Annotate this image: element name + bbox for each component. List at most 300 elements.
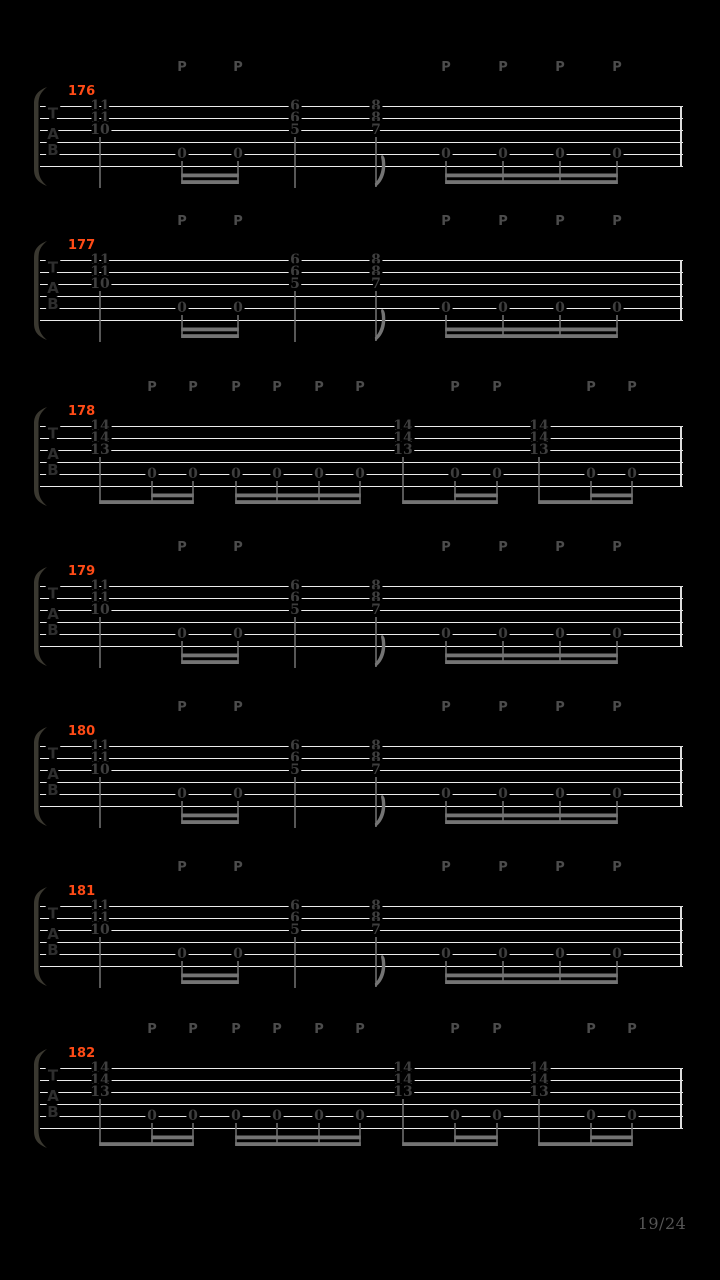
palm-mute-mark: P <box>233 540 243 555</box>
beam-bar <box>538 500 633 504</box>
fret-number: 0 <box>555 946 565 962</box>
note-stem <box>99 1099 101 1146</box>
staff-line <box>40 746 683 747</box>
palm-mute-mark: P <box>233 214 243 229</box>
beam-bar <box>402 500 498 504</box>
tab-clef-letter: A <box>47 125 59 143</box>
stave-measure-180 <box>34 700 683 828</box>
fret-number: 14 <box>393 430 413 446</box>
fret-number: 7 <box>371 762 381 778</box>
tab-clef-letter: T <box>47 104 59 123</box>
beam-bar <box>445 974 618 978</box>
note-stem <box>294 137 296 188</box>
fret-number: 0 <box>177 946 187 962</box>
palm-mute-mark: P <box>555 60 565 75</box>
end-barline <box>680 746 682 807</box>
staff-line <box>40 646 683 647</box>
system-bracket <box>34 407 47 506</box>
palm-mute-mark: P <box>441 60 451 75</box>
note-stem <box>294 617 296 668</box>
staff-line <box>40 918 683 919</box>
palm-mute-mark: P <box>233 60 243 75</box>
fret-number: 0 <box>586 1108 596 1124</box>
fret-number: 10 <box>90 276 110 292</box>
fret-number: 0 <box>441 626 451 642</box>
staff-line <box>40 598 683 599</box>
fret-number: 11 <box>90 98 110 114</box>
fret-number: 14 <box>529 1060 549 1076</box>
palm-mute-mark: P <box>586 380 596 395</box>
staff-line <box>40 438 683 439</box>
fret-number: 0 <box>627 1108 637 1124</box>
staff-line <box>40 320 683 321</box>
palm-mute-mark: P <box>612 214 622 229</box>
beam-bar <box>445 820 618 824</box>
palm-mute-mark: P <box>355 1022 365 1037</box>
palm-mute-mark: P <box>233 860 243 875</box>
beam-bar <box>235 1136 361 1140</box>
tab-clef-letter: B <box>47 295 59 313</box>
beam-bar <box>445 660 618 664</box>
palm-mute-mark: P <box>272 1022 282 1037</box>
palm-mute-mark: P <box>355 380 365 395</box>
beam-bar <box>181 980 239 984</box>
palm-mute-mark: P <box>314 380 324 395</box>
system-bracket <box>34 241 47 340</box>
fret-number: 13 <box>393 442 413 458</box>
beam-bar <box>181 174 239 178</box>
palm-mute-mark: P <box>555 540 565 555</box>
fret-number: 0 <box>188 1108 198 1124</box>
beam-bar <box>445 334 618 338</box>
note-stem <box>294 777 296 828</box>
tab-clef-letter: A <box>47 605 59 623</box>
staff-line <box>40 1128 683 1129</box>
staff-line <box>40 906 683 907</box>
beam-bar <box>181 180 239 184</box>
beam-bar <box>181 334 239 338</box>
tab-clef-letter: B <box>47 141 59 159</box>
staff-line <box>40 610 683 611</box>
tab-clef-letter: B <box>47 621 59 639</box>
fret-number: 0 <box>231 466 241 482</box>
fret-number: 13 <box>90 1084 110 1100</box>
palm-mute-mark: P <box>188 1022 198 1037</box>
note-stem <box>99 137 101 188</box>
palm-mute-mark: P <box>555 700 565 715</box>
staff-line <box>40 622 683 623</box>
fret-number: 0 <box>498 626 508 642</box>
staff-line <box>40 450 683 451</box>
staff-line <box>40 1068 683 1069</box>
fret-number: 0 <box>492 1108 502 1124</box>
fret-number: 0 <box>612 786 622 802</box>
staff-line <box>40 770 683 771</box>
tab-clef-letter: A <box>47 925 59 943</box>
tab-clef-letter: T <box>47 258 59 277</box>
fret-number: 5 <box>290 762 300 778</box>
beam-bar <box>181 820 239 824</box>
measure-number: 178 <box>68 404 96 419</box>
system-bracket <box>34 1049 47 1148</box>
palm-mute-mark: P <box>147 380 157 395</box>
fret-number: 0 <box>147 1108 157 1124</box>
palm-mute-mark: P <box>441 860 451 875</box>
note-stem <box>99 937 101 988</box>
fret-number: 14 <box>529 418 549 434</box>
palm-mute-mark: P <box>498 700 508 715</box>
end-barline <box>680 1068 682 1129</box>
fret-number: 10 <box>90 762 110 778</box>
stave-measure-182 <box>34 1022 683 1148</box>
page-indicator: 19/24 <box>637 1214 687 1233</box>
beam-bar <box>445 174 618 178</box>
fret-number: 6 <box>290 264 300 280</box>
end-barline <box>680 106 682 167</box>
beam-bar <box>99 1142 194 1146</box>
fret-number: 14 <box>529 430 549 446</box>
beam-bar <box>402 1142 498 1146</box>
palm-mute-mark: P <box>177 60 187 75</box>
palm-mute-mark: P <box>498 214 508 229</box>
palm-mute-mark: P <box>231 380 241 395</box>
fret-number: 8 <box>371 910 381 926</box>
beam-bar <box>454 1136 498 1140</box>
measure-number: 180 <box>68 724 96 739</box>
staff-line <box>40 942 683 943</box>
fret-number: 11 <box>90 750 110 766</box>
fret-number: 0 <box>498 786 508 802</box>
stave-measure-177 <box>34 214 683 342</box>
system-bracket <box>34 727 47 826</box>
measure-number: 182 <box>68 1046 96 1061</box>
palm-mute-mark: P <box>177 540 187 555</box>
fret-number: 5 <box>290 276 300 292</box>
palm-mute-mark: P <box>314 1022 324 1037</box>
system-bracket <box>34 567 47 666</box>
beam-bar <box>181 974 239 978</box>
fret-number: 0 <box>627 466 637 482</box>
fret-number: 0 <box>450 1108 460 1124</box>
measure-number: 179 <box>68 564 96 579</box>
beam-bar <box>538 1142 633 1146</box>
end-barline <box>680 906 682 967</box>
palm-mute-mark: P <box>627 380 637 395</box>
note-stem <box>375 937 377 987</box>
palm-mute-mark: P <box>450 1022 460 1037</box>
palm-mute-mark: P <box>627 1022 637 1037</box>
beam-bar <box>235 494 361 498</box>
beam-bar <box>590 494 633 498</box>
fret-number: 0 <box>492 466 502 482</box>
staff-line <box>40 758 683 759</box>
tab-clef-letter: T <box>47 424 59 443</box>
fret-number: 10 <box>90 602 110 618</box>
fret-number: 11 <box>90 578 110 594</box>
fret-number: 14 <box>393 1072 413 1088</box>
beam-bar <box>181 654 239 658</box>
stave-measure-181 <box>34 860 683 988</box>
staff-line <box>40 930 683 931</box>
stave-measure-176 <box>34 60 683 188</box>
staff-line <box>40 1080 683 1081</box>
staff-line <box>40 142 683 143</box>
fret-number: 11 <box>90 898 110 914</box>
fret-number: 0 <box>612 146 622 162</box>
tab-clef-letter: T <box>47 584 59 603</box>
fret-number: 8 <box>371 738 381 754</box>
staff-line <box>40 954 683 955</box>
fret-number: 7 <box>371 922 381 938</box>
palm-mute-mark: P <box>612 540 622 555</box>
tab-clef-letter: A <box>47 1087 59 1105</box>
fret-number: 8 <box>371 578 381 594</box>
fret-number: 14 <box>90 1072 110 1088</box>
note-stem <box>99 291 101 342</box>
fret-number: 0 <box>612 300 622 316</box>
fret-number: 0 <box>177 626 187 642</box>
fret-number: 0 <box>555 146 565 162</box>
fret-number: 0 <box>586 466 596 482</box>
staff-line <box>40 794 683 795</box>
palm-mute-mark: P <box>555 860 565 875</box>
note-stem <box>99 617 101 668</box>
staff-line <box>40 260 683 261</box>
system-bracket <box>34 87 47 186</box>
note-stem <box>402 457 404 504</box>
fret-number: 0 <box>147 466 157 482</box>
tab-clef-letter: B <box>47 781 59 799</box>
fret-number: 11 <box>90 738 110 754</box>
fret-number: 0 <box>272 1108 282 1124</box>
beam-bar <box>151 494 194 498</box>
fret-number: 7 <box>371 276 381 292</box>
tab-clef-letter: A <box>47 765 59 783</box>
fret-number: 8 <box>371 898 381 914</box>
fret-number: 8 <box>371 264 381 280</box>
fret-number: 13 <box>529 1084 549 1100</box>
palm-mute-mark: P <box>233 700 243 715</box>
fret-number: 6 <box>290 738 300 754</box>
fret-number: 5 <box>290 122 300 138</box>
fret-number: 7 <box>371 602 381 618</box>
fret-number: 14 <box>393 418 413 434</box>
note-stem <box>375 777 377 827</box>
fret-number: 0 <box>450 466 460 482</box>
fret-number: 11 <box>90 110 110 126</box>
staff-line <box>40 118 683 119</box>
fret-number: 5 <box>290 922 300 938</box>
tab-clef-letter: A <box>47 279 59 297</box>
palm-mute-mark: P <box>441 214 451 229</box>
tab-clef-letter: B <box>47 461 59 479</box>
note-stem <box>99 457 101 504</box>
fret-number: 6 <box>290 110 300 126</box>
tab-clef-letter: T <box>47 1066 59 1085</box>
staff-line <box>40 154 683 155</box>
fret-number: 0 <box>498 146 508 162</box>
end-barline <box>680 426 682 487</box>
fret-number: 0 <box>233 786 243 802</box>
fret-number: 13 <box>529 442 549 458</box>
fret-number: 0 <box>177 146 187 162</box>
fret-number: 0 <box>314 1108 324 1124</box>
fret-number: 0 <box>612 946 622 962</box>
fret-number: 13 <box>393 1084 413 1100</box>
tab-clef-letter: A <box>47 445 59 463</box>
staff-line <box>40 806 683 807</box>
fret-number: 8 <box>371 750 381 766</box>
palm-mute-mark: P <box>441 700 451 715</box>
beam-bar <box>235 1142 361 1146</box>
fret-number: 0 <box>233 300 243 316</box>
fret-number: 11 <box>90 910 110 926</box>
fret-number: 0 <box>272 466 282 482</box>
fret-number: 14 <box>90 430 110 446</box>
note-stem <box>375 291 377 341</box>
measure-number: 181 <box>68 884 96 899</box>
beam-bar <box>445 654 618 658</box>
fret-number: 8 <box>371 590 381 606</box>
fret-number: 0 <box>355 1108 365 1124</box>
fret-number: 0 <box>177 786 187 802</box>
note-stem <box>294 291 296 342</box>
staff-line <box>40 966 683 967</box>
fret-number: 0 <box>177 300 187 316</box>
fret-number: 14 <box>529 1072 549 1088</box>
staff-line <box>40 130 683 131</box>
staff-line <box>40 1104 683 1105</box>
staff-line <box>40 166 683 167</box>
beam-bar <box>445 814 618 818</box>
palm-mute-mark: P <box>555 214 565 229</box>
beam-bar <box>151 1136 194 1140</box>
fret-number: 0 <box>233 946 243 962</box>
note-stem <box>402 1099 404 1146</box>
end-barline <box>680 586 682 647</box>
beam-bar <box>445 180 618 184</box>
staff-line <box>40 462 683 463</box>
fret-number: 6 <box>290 910 300 926</box>
beam-bar <box>181 814 239 818</box>
fret-number: 5 <box>290 602 300 618</box>
fret-number: 0 <box>441 300 451 316</box>
palm-mute-mark: P <box>612 860 622 875</box>
fret-number: 8 <box>371 98 381 114</box>
fret-number: 8 <box>371 252 381 268</box>
system-bracket <box>34 887 47 986</box>
palm-mute-mark: P <box>177 860 187 875</box>
staff-line <box>40 1092 683 1093</box>
fret-number: 11 <box>90 264 110 280</box>
measure-number: 177 <box>68 238 96 253</box>
tab-clef-letter: B <box>47 1103 59 1121</box>
fret-number: 0 <box>441 786 451 802</box>
beam-bar <box>181 328 239 332</box>
palm-mute-mark: P <box>188 380 198 395</box>
fret-number: 0 <box>555 626 565 642</box>
fret-number: 0 <box>231 1108 241 1124</box>
staff-line <box>40 426 683 427</box>
beam-bar <box>445 328 618 332</box>
staff-line <box>40 284 683 285</box>
palm-mute-mark: P <box>612 700 622 715</box>
fret-number: 0 <box>498 300 508 316</box>
fret-number: 11 <box>90 590 110 606</box>
stave-measure-178 <box>34 380 683 506</box>
staff-line <box>40 272 683 273</box>
fret-number: 6 <box>290 578 300 594</box>
palm-mute-mark: P <box>612 60 622 75</box>
palm-mute-mark: P <box>586 1022 596 1037</box>
staff-line <box>40 634 683 635</box>
palm-mute-mark: P <box>498 60 508 75</box>
measure-number: 176 <box>68 84 96 99</box>
fret-number: 10 <box>90 922 110 938</box>
staff-line <box>40 296 683 297</box>
tab-clef-letter: T <box>47 744 59 763</box>
fret-number: 6 <box>290 98 300 114</box>
palm-mute-mark: P <box>272 380 282 395</box>
fret-number: 0 <box>233 626 243 642</box>
fret-number: 13 <box>90 442 110 458</box>
fret-number: 8 <box>371 110 381 126</box>
palm-mute-mark: P <box>492 1022 502 1037</box>
fret-number: 0 <box>555 300 565 316</box>
end-barline <box>680 260 682 321</box>
staff-line <box>40 308 683 309</box>
fret-number: 6 <box>290 252 300 268</box>
note-stem <box>375 137 377 187</box>
palm-mute-mark: P <box>492 380 502 395</box>
stave-measure-179 <box>34 540 683 668</box>
beam-bar <box>590 1136 633 1140</box>
fret-number: 14 <box>393 1060 413 1076</box>
fret-number: 0 <box>314 466 324 482</box>
palm-mute-mark: P <box>450 380 460 395</box>
note-stem <box>375 617 377 667</box>
beam-bar <box>454 494 498 498</box>
fret-number: 0 <box>612 626 622 642</box>
note-stem <box>538 1099 540 1146</box>
fret-number: 0 <box>233 146 243 162</box>
note-stem <box>538 457 540 504</box>
fret-number: 10 <box>90 122 110 138</box>
tab-clef-letter: B <box>47 941 59 959</box>
beam-bar <box>99 500 194 504</box>
fret-number: 0 <box>441 946 451 962</box>
fret-number: 0 <box>355 466 365 482</box>
palm-mute-mark: P <box>498 540 508 555</box>
fret-number: 0 <box>188 466 198 482</box>
fret-number: 6 <box>290 750 300 766</box>
palm-mute-mark: P <box>147 1022 157 1037</box>
beam-bar <box>445 980 618 984</box>
palm-mute-mark: P <box>498 860 508 875</box>
fret-number: 14 <box>90 418 110 434</box>
fret-number: 0 <box>555 786 565 802</box>
fret-number: 0 <box>498 946 508 962</box>
palm-mute-mark: P <box>177 700 187 715</box>
fret-number: 6 <box>290 898 300 914</box>
fret-number: 6 <box>290 590 300 606</box>
note-stem <box>294 937 296 988</box>
tab-clef-letter: T <box>47 904 59 923</box>
fret-number: 0 <box>441 146 451 162</box>
palm-mute-mark: P <box>177 214 187 229</box>
staff-line <box>40 106 683 107</box>
note-stem <box>99 777 101 828</box>
